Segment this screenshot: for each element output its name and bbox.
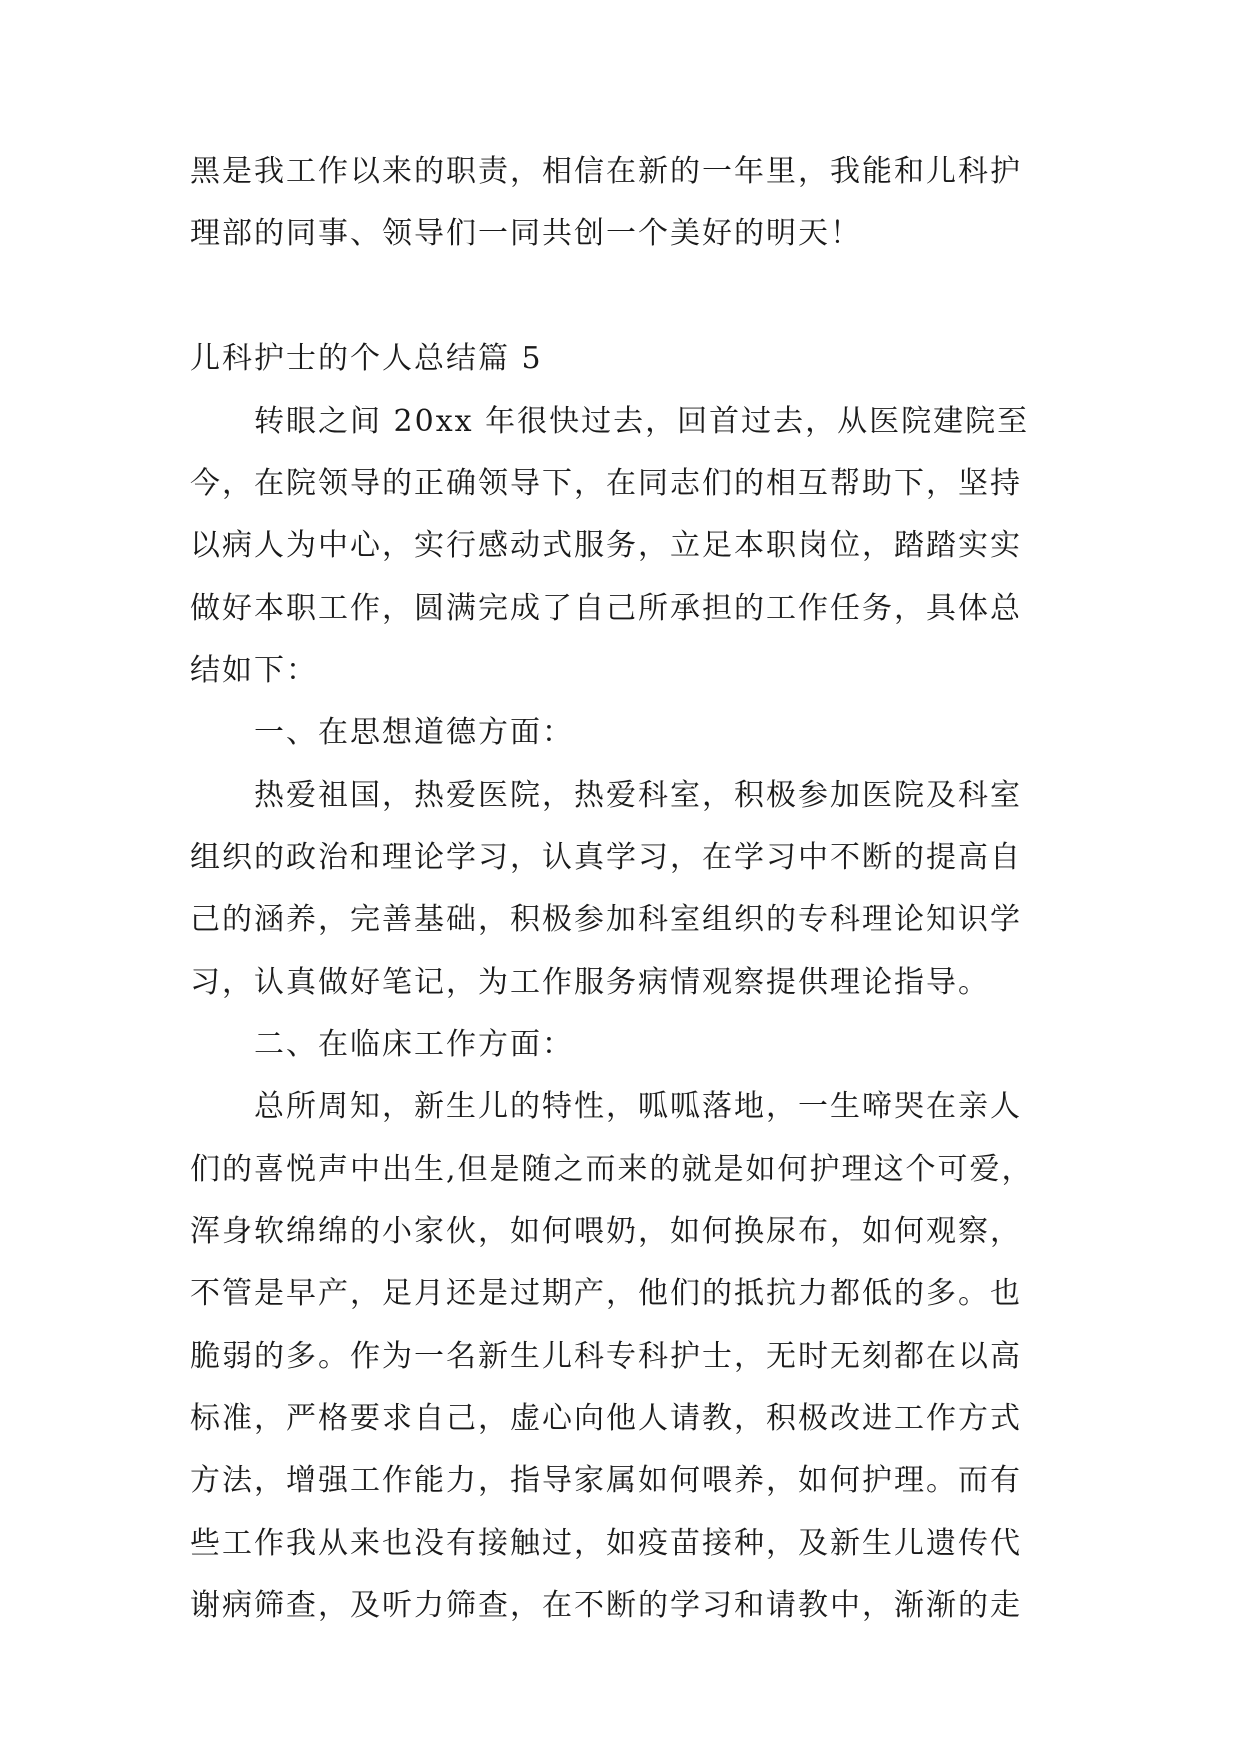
intro-line: 以病人为中心，实行感动式服务，立足本职岗位，踏踏实实 xyxy=(190,528,1022,563)
part2-line: 们的喜悦声中出生,但是随之而来的就是如何护理这个可爱， xyxy=(190,1152,1034,1187)
part2-line: 标准，严格要求自己，虚心向他人请教，积极改进工作方式 xyxy=(190,1401,1022,1436)
part1-heading: 一、在思想道德方面： xyxy=(254,715,574,750)
part2-line: 脆弱的多。作为一名新生儿科专科护士，无时无刻都在以高 xyxy=(190,1339,1022,1374)
part2-line: 方法，增强工作能力，指导家属如何喂养，如何护理。而有 xyxy=(190,1463,1022,1498)
part2-line: 总所周知，新生儿的特性，呱呱落地，一生啼哭在亲人 xyxy=(254,1089,1022,1124)
continuation-line: 理部的同事、领导们一同共创一个美好的明天！ xyxy=(190,216,862,251)
part2-line: 些工作我从来也没有接触过，如疫苗接种，及新生儿遗传代 xyxy=(190,1526,1022,1561)
part2-heading: 二、在临床工作方面： xyxy=(254,1027,574,1062)
section-heading: 儿科护士的个人总结篇 5 xyxy=(190,341,543,376)
part2-line: 谢病筛查，及听力筛查，在不断的学习和请教中，渐渐的走 xyxy=(190,1588,1022,1623)
continuation-line: 黑是我工作以来的职责，相信在新的一年里，我能和儿科护 xyxy=(190,154,1022,189)
part2-line: 不管是早产，足月还是过期产，他们的抵抗力都低的多。也 xyxy=(190,1276,1022,1311)
intro-line: 转眼之间 20xx 年很快过去，回首过去，从医院建院至 xyxy=(254,404,1030,439)
part1-line: 己的涵养，完善基础，积极参加科室组织的专科理论知识学 xyxy=(190,902,1022,937)
intro-line: 做好本职工作，圆满完成了自己所承担的工作任务，具体总 xyxy=(190,591,1022,626)
part1-line: 热爱祖国，热爱医院，热爱科室，积极参加医院及科室 xyxy=(254,778,1022,813)
part1-line: 组织的政治和理论学习，认真学习，在学习中不断的提高自 xyxy=(190,840,1022,875)
part1-line: 习，认真做好笔记，为工作服务病情观察提供理论指导。 xyxy=(190,965,990,1000)
intro-line: 结如下： xyxy=(190,653,318,688)
intro-line: 今，在院领导的正确领导下，在同志们的相互帮助下，坚持 xyxy=(190,466,1022,501)
part2-line: 浑身软绵绵的小家伙，如何喂奶，如何换尿布，如何观察， xyxy=(190,1214,1022,1249)
